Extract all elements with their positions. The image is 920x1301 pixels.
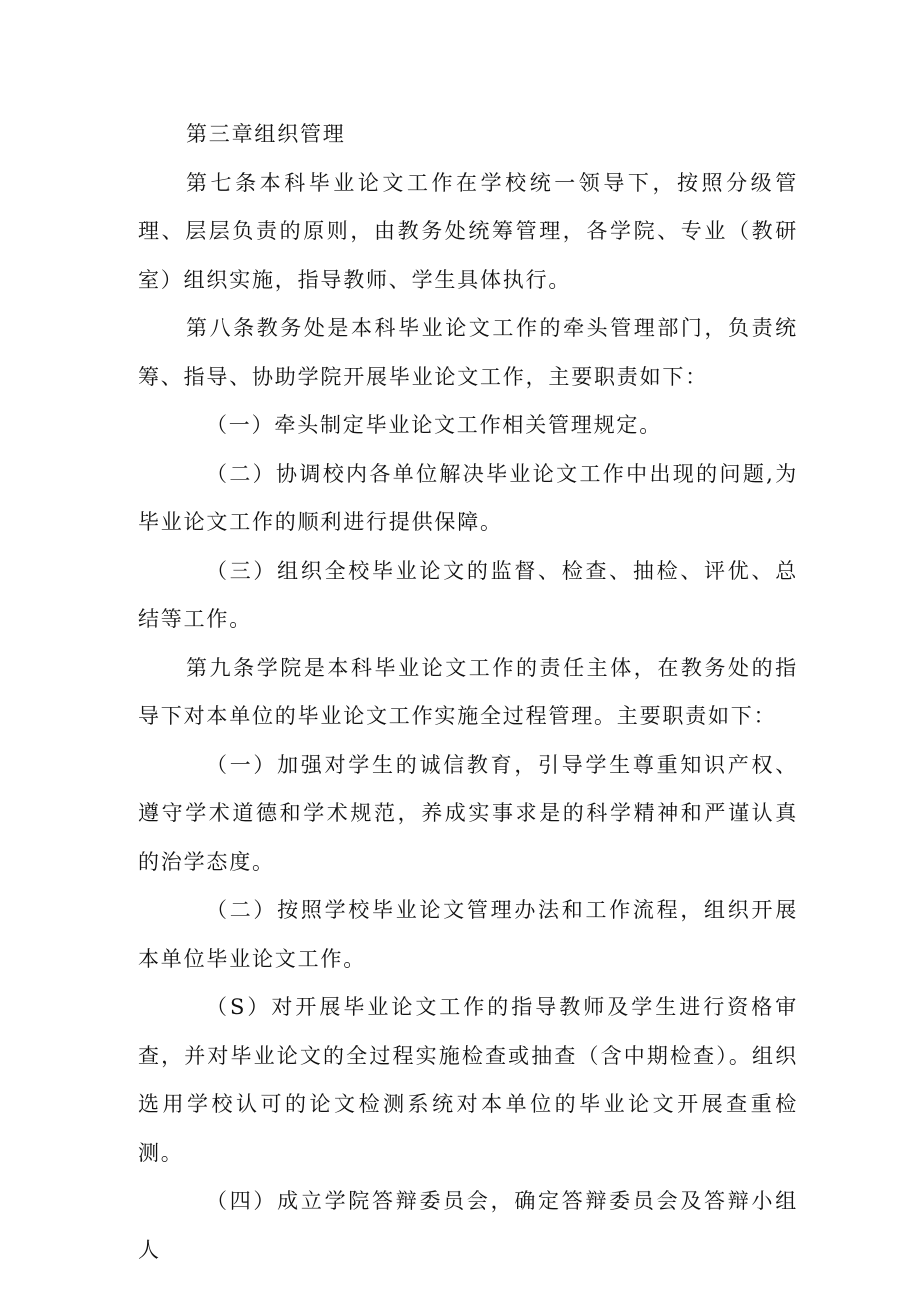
chapter-heading: 第三章组织管理	[186, 122, 346, 146]
article-8-item-1: （一）牵头制定毕业论文工作相关管理规定。	[206, 413, 662, 437]
article-9-item-2: （二）按照学校毕业论文管理办法和工作流程，组织开展本单位毕业论文工作。	[138, 898, 798, 971]
article-9-paragraph: 第九条学院是本科毕业论文工作的责任主体，在教务处的指导下对本单位的毕业论文工作实施全过程管理。主要职责如下：	[138, 655, 798, 728]
article-8-paragraph: 第八条教务处是本科毕业论文工作的牵头管理部门，负责统筹、指导、协助学院开展毕业论文工作，主要职责如下：	[138, 316, 798, 389]
document-body	[138, 110, 798, 1274]
article-7-paragraph: 第七条本科毕业论文工作在学校统一领导下，按照分级管理、层层负责的原则，由教务处统筹管理，各学院、专业（教研室）组织实施，指导教师、学生具体执行。	[138, 170, 798, 292]
article-9-item-1: （一）加强对学生的诚信教育，引导学生尊重知识产权、遵守学术道德和学术规范，养成实事求是的科学精神和严谨认真的治学态度。	[138, 752, 798, 874]
article-9-item-3: （S）对开展毕业论文工作的指导教师及学生进行资格审查，并对毕业论文的全过程实施检查或抽查（含中期检查）。组织选用学校认可的论文检测系统对本单位的毕业论文开展查重检测。	[138, 995, 798, 1165]
article-8-item-3: （三）组织全校毕业论文的监督、检查、抽检、评优、总结等工作。	[138, 558, 798, 631]
article-8-item-2: （二）协调校内各单位解决毕业论文工作中出现的问题,为毕业论文工作的顺利进行提供保障。	[138, 461, 798, 534]
article-9-item-4: （四）成立学院答辩委员会，确定答辩委员会及答辩小组人	[138, 1189, 798, 1262]
